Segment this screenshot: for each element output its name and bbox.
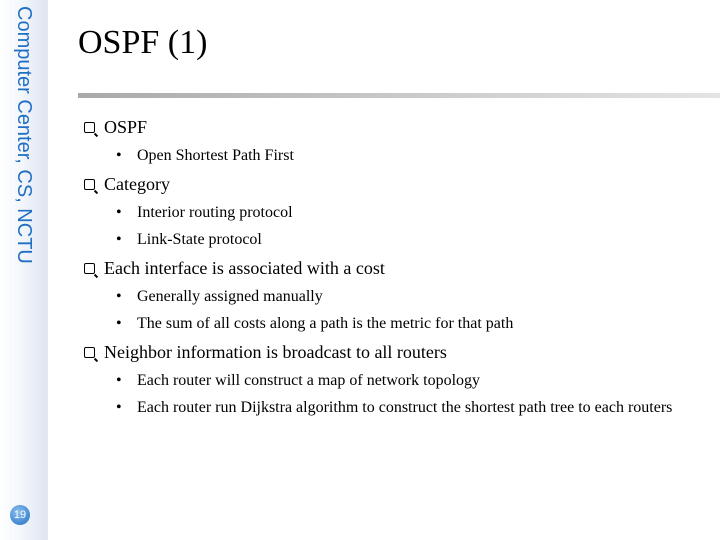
bullet-interface-cost (84, 257, 385, 279)
sub-bullet (116, 286, 676, 307)
slide-title: OSPF (1) (78, 24, 208, 61)
sub-bullet-text: Link-State protocol (137, 231, 262, 248)
sub-bullet (116, 370, 676, 391)
sub-bullet (116, 229, 676, 250)
sub-bullet-text: Each router will construct a map of network topology (137, 372, 481, 389)
checkbox-bullet-icon (84, 122, 95, 133)
sub-bullet-text: Interior routing protocol (137, 204, 293, 221)
sub-bullet-text: Each router run Dijkstra algorithm to construct the shortest path tree to each routers (137, 399, 673, 416)
bullet-dot-icon: • (116, 399, 122, 416)
checkbox-bullet-icon (84, 179, 95, 190)
title-divider (78, 93, 720, 98)
bullet-dot-icon: • (116, 147, 122, 164)
sub-bullet (116, 145, 676, 166)
checkbox-bullet-icon (84, 347, 95, 358)
sub-bullet-text: Open Shortest Path First (137, 147, 294, 164)
bullet-neighbor-info (84, 341, 447, 363)
bullet-category (84, 173, 170, 195)
bullet-dot-icon: • (116, 288, 122, 305)
bullet-dot-icon: • (116, 315, 122, 332)
sidebar-title: Computer Center, CS, NCTU (13, 6, 35, 264)
bullet-ospf (84, 116, 147, 138)
checkbox-bullet-icon (84, 263, 95, 274)
sub-bullet (116, 313, 676, 334)
bullet-text: Neighbor information is broadcast to all routers (104, 342, 447, 362)
sub-bullet (116, 397, 676, 418)
bullet-dot-icon: • (116, 231, 122, 248)
bullet-dot-icon: • (116, 204, 122, 221)
bullet-text: Category (104, 174, 170, 194)
page-number-badge: 19 (10, 505, 30, 525)
bullet-text: Each interface is associated with a cost (104, 258, 385, 278)
sub-bullet (116, 202, 676, 223)
sub-bullet-text: The sum of all costs along a path is the metric for that path (137, 315, 514, 332)
bullet-dot-icon: • (116, 372, 122, 389)
sidebar-divider (47, 0, 48, 540)
sub-bullet-text: Generally assigned manually (137, 288, 323, 305)
bullet-text: OSPF (104, 117, 148, 137)
